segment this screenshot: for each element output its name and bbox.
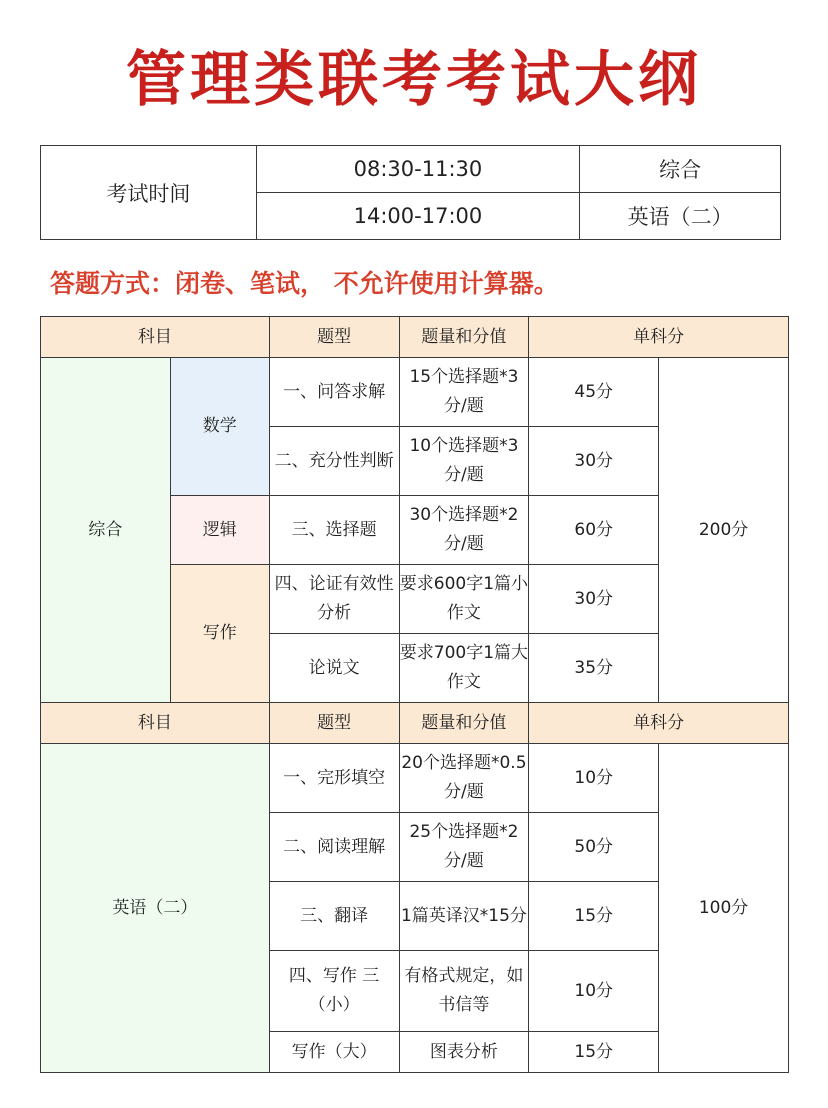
exam-time-label: 考试时间 bbox=[41, 146, 257, 240]
question-score: 15分 bbox=[529, 1032, 659, 1073]
question-amount: 30个选择题*2分/题 bbox=[399, 496, 529, 565]
answer-mode-note: 答题方式：闭卷、笔试， 不允许使用计算器。 bbox=[50, 269, 559, 298]
question-type: 一、问答求解 bbox=[269, 358, 399, 427]
group-writing: 写作 bbox=[170, 565, 269, 703]
question-amount: 图表分析 bbox=[399, 1032, 529, 1073]
question-type: 一、完形填空 bbox=[269, 744, 399, 813]
question-type: 论说文 bbox=[269, 634, 399, 703]
question-amount: 要求700字1篇大作文 bbox=[399, 634, 529, 703]
header-subject: 科目 bbox=[41, 317, 270, 358]
group-math: 数学 bbox=[170, 358, 269, 496]
subject-comprehensive: 综合 bbox=[41, 358, 171, 703]
table-row bbox=[41, 358, 789, 427]
question-score: 45分 bbox=[529, 358, 659, 427]
question-amount: 1篇英译汉*15分 bbox=[399, 882, 529, 951]
header-total: 单科分 bbox=[529, 317, 789, 358]
header-type: 题型 bbox=[269, 703, 399, 744]
time-slot-1-subject: 综合 bbox=[580, 146, 781, 193]
question-type: 写作（大） bbox=[269, 1032, 399, 1073]
question-amount: 有格式规定，如书信等 bbox=[399, 951, 529, 1032]
question-score: 10分 bbox=[529, 744, 659, 813]
group-logic: 逻辑 bbox=[170, 496, 269, 565]
subject-total-score: 100分 bbox=[659, 744, 789, 1073]
question-amount: 要求600字1篇小作文 bbox=[399, 565, 529, 634]
syllabus-table bbox=[40, 316, 789, 1073]
time-slot-2-subject: 英语（二） bbox=[580, 193, 781, 240]
question-type: 三、选择题 bbox=[269, 496, 399, 565]
question-amount: 15个选择题*3分/题 bbox=[399, 358, 529, 427]
question-type: 三、翻译 bbox=[269, 882, 399, 951]
exam-time-table bbox=[40, 145, 781, 240]
question-score: 15分 bbox=[529, 882, 659, 951]
time-slot-2: 14:00-17:00 bbox=[256, 193, 580, 240]
subject-total-score: 200分 bbox=[659, 358, 789, 703]
page-title: 管理类联考考试大纲 bbox=[126, 45, 702, 115]
question-score: 30分 bbox=[529, 565, 659, 634]
question-type: 四、写作 三（小） bbox=[269, 951, 399, 1032]
header-subject: 科目 bbox=[41, 703, 270, 744]
header-amount: 题量和分值 bbox=[399, 703, 529, 744]
question-type: 四、论证有效性分析 bbox=[269, 565, 399, 634]
table-row bbox=[41, 744, 789, 813]
question-amount: 25个选择题*2分/题 bbox=[399, 813, 529, 882]
header-amount: 题量和分值 bbox=[399, 317, 529, 358]
subject-english: 英语（二） bbox=[41, 744, 270, 1073]
question-type: 二、充分性判断 bbox=[269, 427, 399, 496]
question-type: 二、阅读理解 bbox=[269, 813, 399, 882]
question-score: 50分 bbox=[529, 813, 659, 882]
time-slot-1: 08:30-11:30 bbox=[256, 146, 580, 193]
question-amount: 20个选择题*0.5分/题 bbox=[399, 744, 529, 813]
question-score: 60分 bbox=[529, 496, 659, 565]
header-total: 单科分 bbox=[529, 703, 789, 744]
header-type: 题型 bbox=[269, 317, 399, 358]
question-score: 10分 bbox=[529, 951, 659, 1032]
question-score: 30分 bbox=[529, 427, 659, 496]
question-score: 35分 bbox=[529, 634, 659, 703]
question-amount: 10个选择题*3分/题 bbox=[399, 427, 529, 496]
